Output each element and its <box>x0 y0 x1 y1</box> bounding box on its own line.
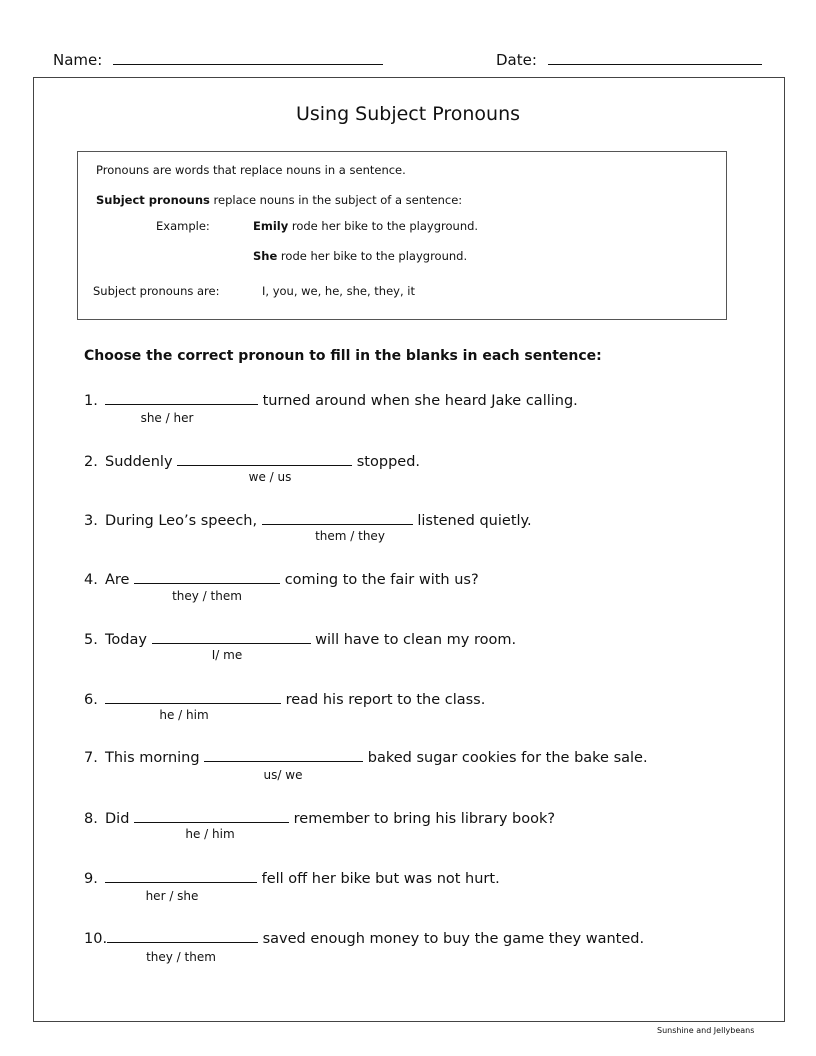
answer-blank[interactable] <box>152 631 311 644</box>
answer-blank[interactable] <box>105 691 281 704</box>
hint: he / him <box>159 708 209 722</box>
hint: I/ me <box>211 648 243 662</box>
answer-blank[interactable] <box>105 870 257 883</box>
answer-blank[interactable] <box>204 749 363 762</box>
date-field[interactable] <box>496 50 762 69</box>
question-3: 3. During Leo’s speech, listened quietly. <box>84 513 532 529</box>
question-10: 10. saved enough money to buy the game they wanted. <box>84 931 645 947</box>
question-5: 5. Today will have to clean my room. <box>84 632 517 648</box>
question-4: 4. Are coming to the fair with us? <box>84 572 479 588</box>
name-label: Name: <box>53 51 103 69</box>
info-line-1: Pronouns are words that replace nouns in a sentence. <box>96 163 406 177</box>
info-line-2: Subject pronouns replace nouns in the subject of a sentence: <box>96 193 463 207</box>
example-label: Example: <box>156 219 210 233</box>
hint: them / they <box>315 529 385 543</box>
hint: us/ we <box>263 768 303 782</box>
question-9: 9. fell off her bike but was not hurt. <box>84 871 500 887</box>
credit: Sunshine and Jellybeans <box>657 1026 755 1035</box>
question-1: 1. turned around when she heard Jake calling. <box>84 393 578 409</box>
pronoun-list: I, you, we, he, she, they, it <box>262 284 415 298</box>
info-box <box>77 151 727 320</box>
worksheet-title: Using Subject Pronouns <box>295 103 521 125</box>
hint: he / him <box>185 827 235 841</box>
answer-blank[interactable] <box>134 571 280 584</box>
answer-blank[interactable] <box>262 512 413 525</box>
instructions: Choose the correct pronoun to fill in the blanks in each sentence: <box>84 348 602 364</box>
question-8: 8. Did remember to bring his library book? <box>84 811 556 827</box>
example-1: Emily rode her bike to the playground. <box>253 219 479 233</box>
answer-blank[interactable] <box>134 810 289 823</box>
hint: they / them <box>172 589 242 603</box>
example-2: She rode her bike to the playground. <box>253 249 468 263</box>
question-7: 7. This morning baked sugar cookies for the bake sale. <box>84 750 648 766</box>
answer-blank[interactable] <box>107 930 258 943</box>
pronoun-list-label: Subject pronouns are: <box>93 284 220 298</box>
question-6: 6. read his report to the class. <box>84 692 486 708</box>
question-2: 2. Suddenly stopped. <box>84 454 421 470</box>
hint: they / them <box>146 950 216 964</box>
name-field[interactable] <box>53 50 383 69</box>
hint: her / she <box>145 889 199 903</box>
hint: she / her <box>140 411 194 425</box>
date-label: Date: <box>496 51 537 69</box>
answer-blank[interactable] <box>105 392 258 405</box>
hint: we / us <box>248 470 292 484</box>
answer-blank[interactable] <box>177 453 352 466</box>
